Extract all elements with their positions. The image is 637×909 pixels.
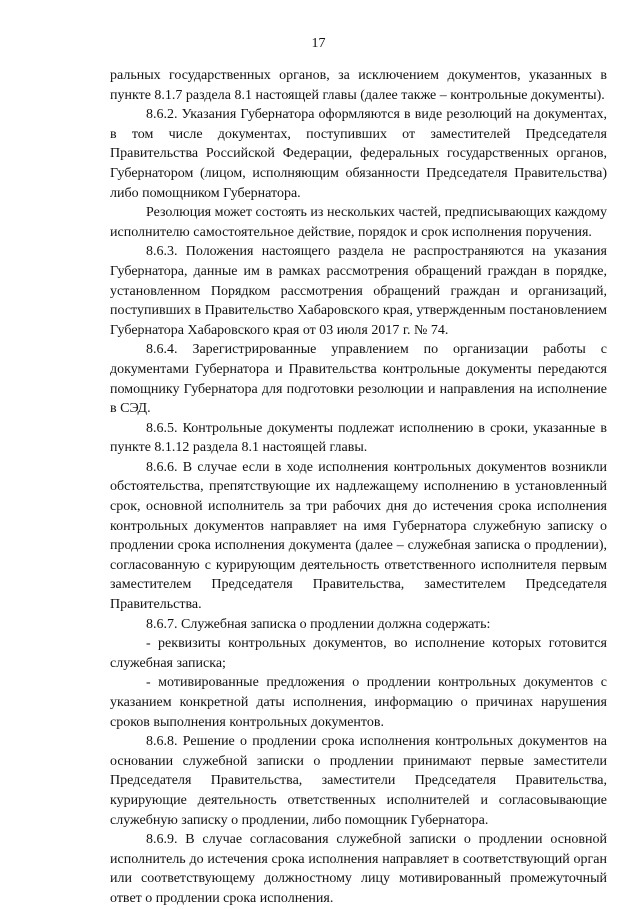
page-number: 17 [311,36,326,51]
list-item-proposals: - мотивированные предложения о продлении контрольных документов с указанием конкретной даты исполнения, информацию о причинах нарушения сроков выполнения контрольных документов. [110,675,607,730]
paragraph-continuation: ральных государственных органов, за исключением документов, указанных в пункте 8.1.7 раздела 8.1 настоящей главы (далее также – контрольные документы). [110,68,607,103]
paragraph-8-6-3: 8.6.3. Положения настоящего раздела не распространяются на указания Губернатора, данные им в рамках рассмотрения обращений граждан в порядке, установленном Порядком рассмотрения обращений граждан и организаций, поступивших в Правительство Хабаровского края, утвержденным постановлением Губернатора Хабаровского края от 03 июля 2017 г. № 74. [110,244,607,338]
paragraph-8-6-9: 8.6.9. В случае согласования служебной записки о продлении основной исполнитель до истечения срока исполнения направляет в соответствующий орган или соответствующему должностному лицу мотивированный промежуточный ответ о продлении срока исполнения. [110,832,607,906]
paragraph-8-6-7: 8.6.7. Служебная записка о продлении должна содержать: [146,616,491,632]
paragraph-resolution: Резолюция может состоять из нескольких частей, предписывающих каждому исполнителю самостоятельное действие, порядок и срок исполнения поручения. [110,205,607,240]
paragraph-8-6-2: 8.6.2. Указания Губернатора оформляются в виде резолюций на документах, в том числе документах, поступивших от заместителей Председателя Правительства Российской Федерации, федеральных государственных органов, Губернатором (лицом, исполняющим обязанности Председателя Правительства) либо помощником Губернатора. [110,107,607,201]
paragraph-8-6-5: 8.6.5. Контрольные документы подлежат исполнению в сроки, указанные в пункте 8.1.12 раздела 8.1 настоящей главы. [110,420,607,456]
list-item-requisites: - реквизиты контрольных документов, во исполнение которых готовится служебная записка; [110,636,607,671]
document-body [110,66,607,909]
paragraph-8-6-4: 8.6.4. Зарегистрированные управлением по организации работы с документами Губернатора и Правительства контрольные документы передаются помощнику Губернатора для подготовки резолюции и направления на исполнение в СЭД. [110,342,607,417]
paragraph-8-6-8: 8.6.8. Решение о продлении срока исполнения контрольных документов на основании служебной записки о продлении принимают первые заместители Председателя Правительства, заместители Председателя Правительства, курирующие деятельность ответственных исполнителей и согласовывающие служебную записку о продлении, либо помощник Губернатора. [110,734,607,828]
paragraph-8-6-6: 8.6.6. В случае если в ходе исполнения контрольных документов возникли обстоятельства, препятствующие их надлежащему исполнению в установленный срок, основной исполнитель за три рабочих дня до истечения срока исполнения контрольных документов направляет на имя Губернатора служебную записку о продлении срока исполнения документа (далее – служебная записка о продлении), согласованную с курирующим деятельность ответственного исполнителя первым заместителем Председателя Правительства, заместителем Председателя Правительства. [110,459,607,613]
